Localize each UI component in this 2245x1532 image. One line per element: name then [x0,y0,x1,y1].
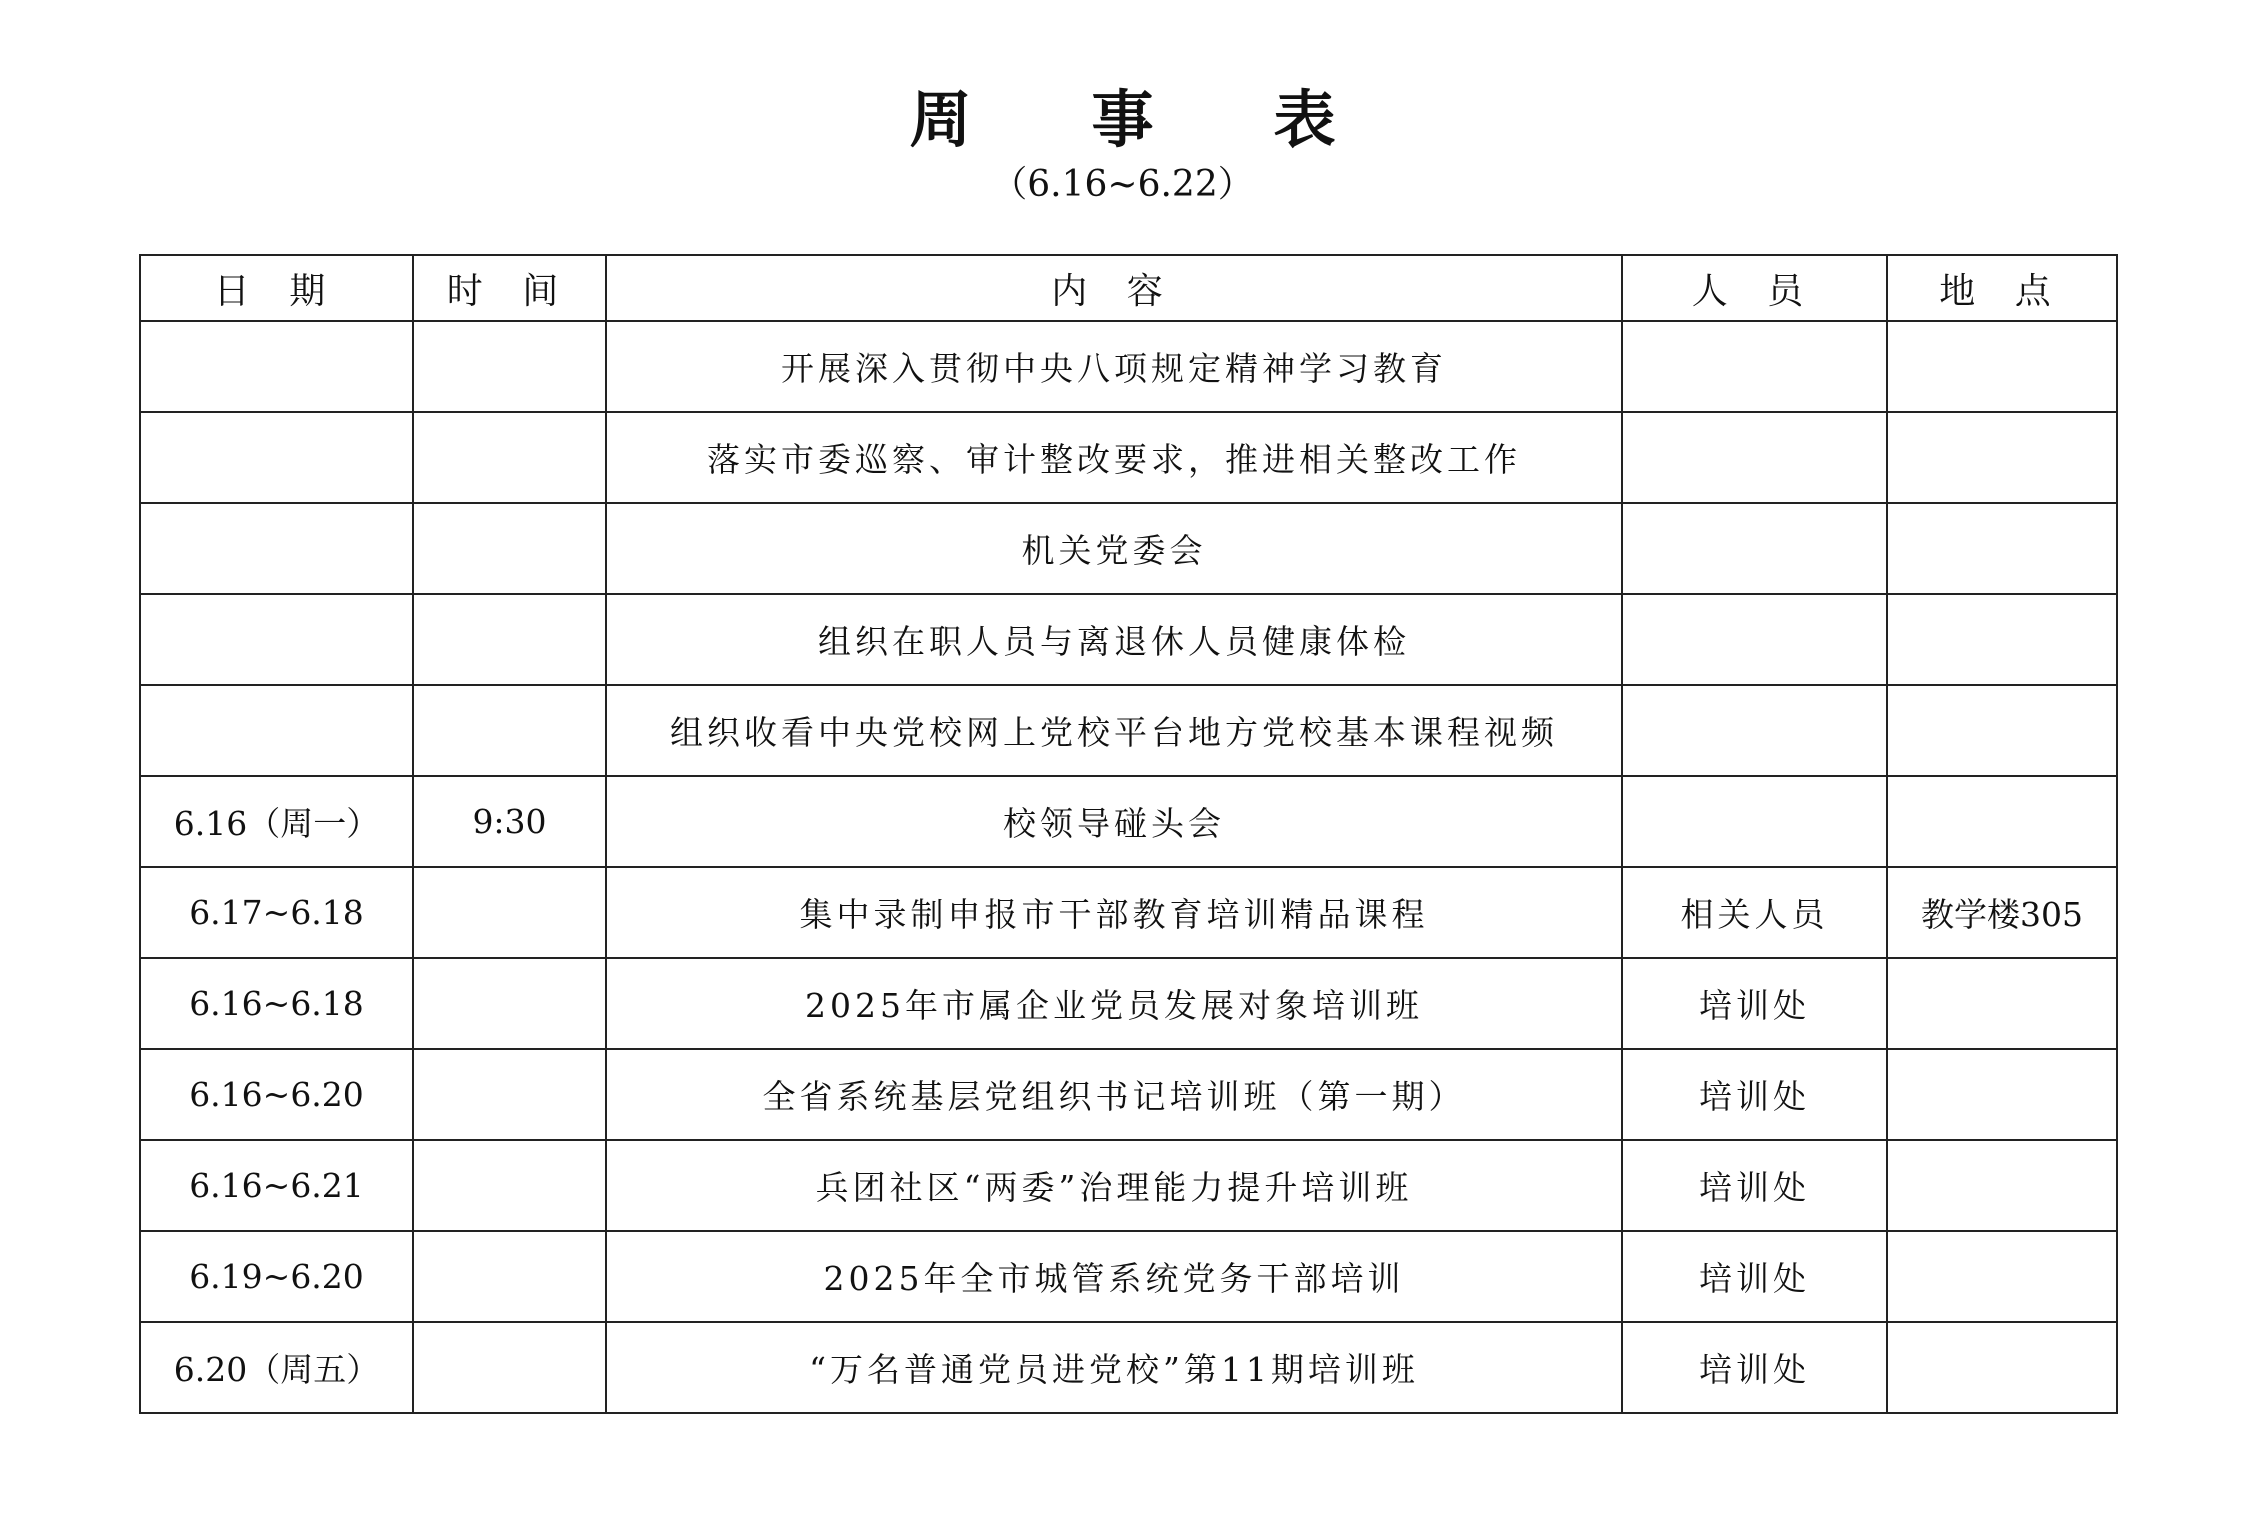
place-cell [1887,503,2117,594]
content-cell: 校领导碰头会 [606,776,1622,867]
date-cell: 6.16（周一） [140,776,413,867]
content-cell: 全省系统基层党组织书记培训班（第一期） [606,1049,1622,1140]
table-row [140,867,2117,958]
people-cell: 培训处 [1622,1140,1887,1231]
time-cell [413,412,606,503]
date-cell [140,503,413,594]
place-cell [1887,1231,2117,1322]
time-cell [413,1140,606,1231]
content-cell: 2025年市属企业党员发展对象培训班 [606,958,1622,1049]
people-cell [1622,503,1887,594]
place-cell [1887,1140,2117,1231]
place-cell [1887,1322,2117,1413]
content-cell: 机关党委会 [606,503,1622,594]
date-cell: 6.16~6.20 [140,1049,413,1140]
table-row [140,503,2117,594]
time-cell [413,594,606,685]
date-cell: 6.16~6.21 [140,1140,413,1231]
time-cell [413,1322,606,1413]
date-cell: 6.17~6.18 [140,867,413,958]
content-cell: 开展深入贯彻中央八项规定精神学习教育 [606,321,1622,412]
content-cell: “万名普通党员进党校”第11期培训班 [606,1322,1622,1413]
people-cell: 相关人员 [1622,867,1887,958]
table-row [140,1049,2117,1140]
date-cell [140,685,413,776]
people-cell: 培训处 [1622,1049,1887,1140]
time-cell [413,1231,606,1322]
table-row [140,1231,2117,1322]
column-header-place: 地 点 [1887,255,2117,321]
table-row [140,685,2117,776]
table-row [140,321,2117,412]
table-row [140,1140,2117,1231]
time-cell [413,1049,606,1140]
table-row [140,776,2117,867]
content-cell: 兵团社区“两委”治理能力提升培训班 [606,1140,1622,1231]
date-cell: 6.19~6.20 [140,1231,413,1322]
people-cell [1622,685,1887,776]
table-header-row [140,255,2117,321]
time-cell [413,867,606,958]
content-cell: 2025年全市城管系统党务干部培训 [606,1231,1622,1322]
people-cell [1622,776,1887,867]
date-cell [140,594,413,685]
time-cell [413,503,606,594]
place-cell [1887,776,2117,867]
weekly-schedule-table [139,254,2118,1414]
date-cell: 6.20（周五） [140,1322,413,1413]
place-cell [1887,958,2117,1049]
people-cell: 培训处 [1622,958,1887,1049]
content-cell: 组织收看中央党校网上党校平台地方党校基本课程视频 [606,685,1622,776]
place-cell [1887,685,2117,776]
time-cell [413,321,606,412]
place-cell [1887,1049,2117,1140]
date-range-subtitle: （6.16~6.22） [991,164,1254,205]
content-cell: 集中录制申报市干部教育培训精品课程 [606,867,1622,958]
content-cell: 落实市委巡察、审计整改要求，推进相关整改工作 [606,412,1622,503]
place-cell [1887,412,2117,503]
date-cell: 6.16~6.18 [140,958,413,1049]
people-cell [1622,412,1887,503]
people-cell [1622,321,1887,412]
page-title: 周事表 [909,83,1456,156]
place-cell: 教学楼305 [1887,867,2117,958]
content-cell: 组织在职人员与离退休人员健康体检 [606,594,1622,685]
table-row [140,594,2117,685]
table-row [140,958,2117,1049]
place-cell [1887,594,2117,685]
people-cell [1622,594,1887,685]
column-header-content: 内 容 [606,255,1622,321]
time-cell [413,685,606,776]
column-header-people: 人 员 [1622,255,1887,321]
table-row [140,1322,2117,1413]
table-row [140,412,2117,503]
date-cell [140,321,413,412]
people-cell: 培训处 [1622,1231,1887,1322]
column-header-time: 时 间 [413,255,606,321]
people-cell: 培训处 [1622,1322,1887,1413]
time-cell [413,958,606,1049]
column-header-date: 日 期 [140,255,413,321]
place-cell [1887,321,2117,412]
time-cell: 9:30 [413,776,606,867]
date-cell [140,412,413,503]
